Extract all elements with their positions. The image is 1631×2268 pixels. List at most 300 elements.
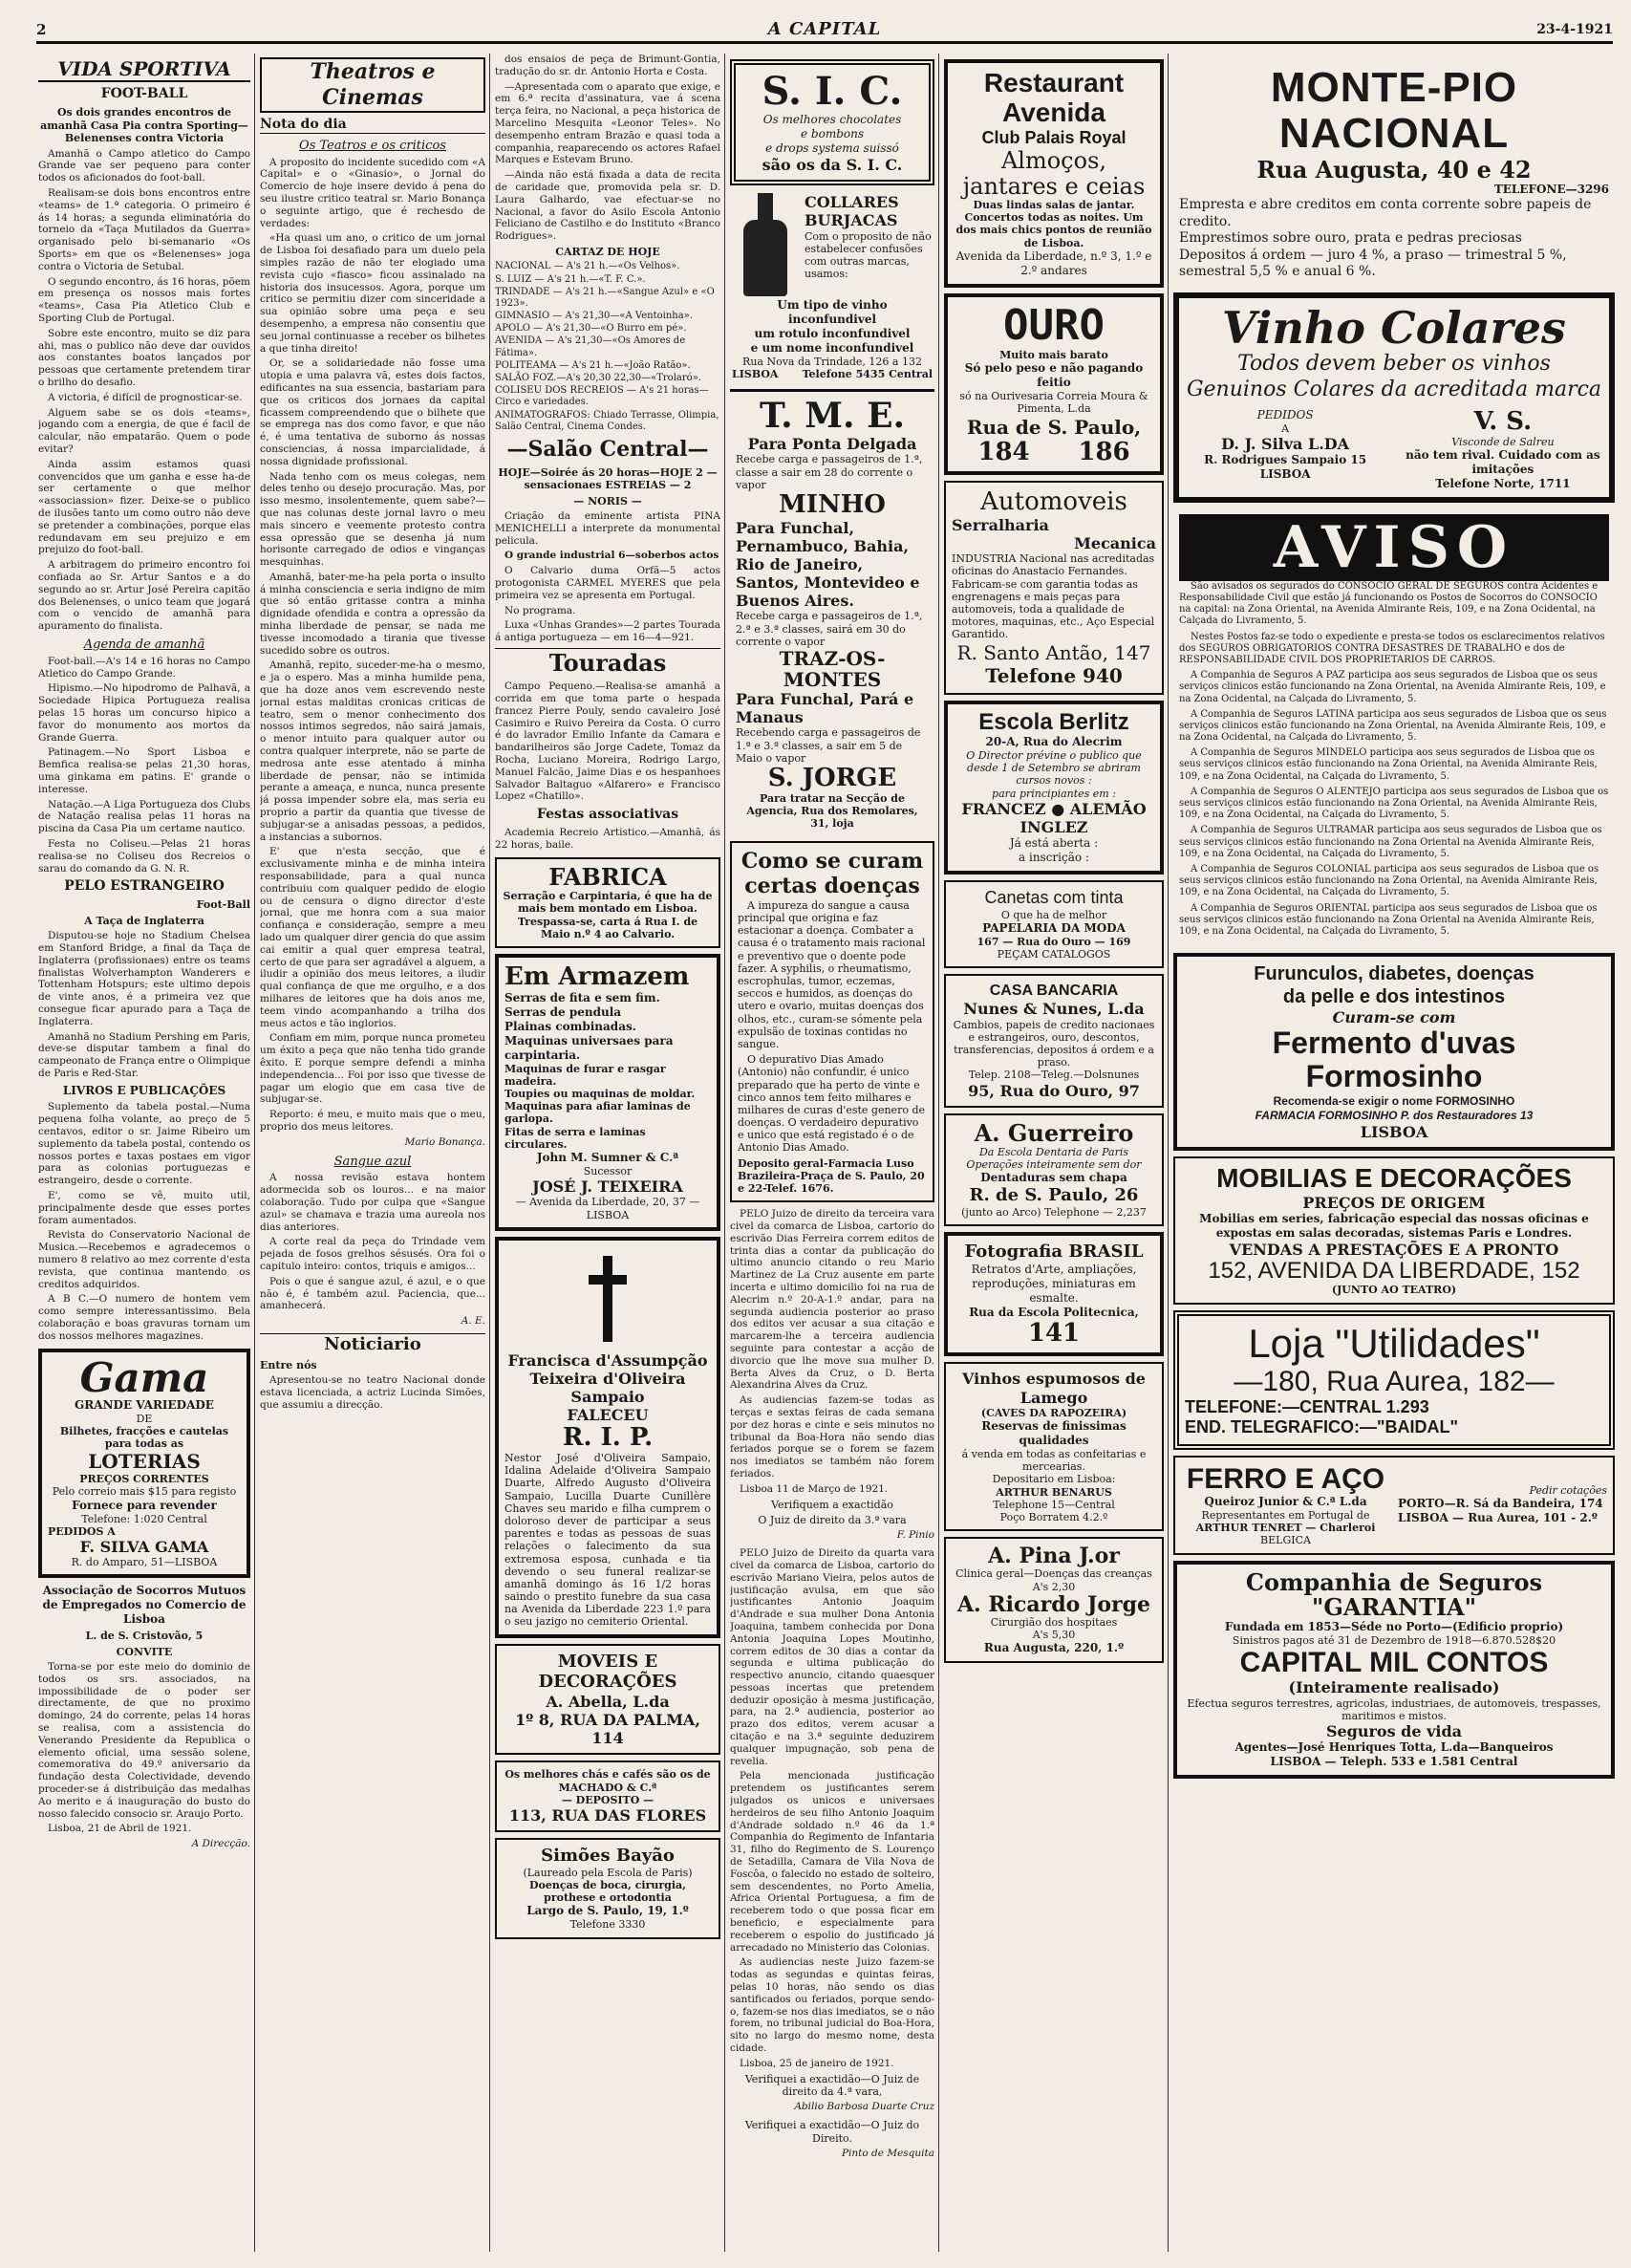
paragraph: «Ha quasi um ano, o critico de um jornal de Lisboa foi desafiado para um duelo pela simples razão de não ter elogiado uma revista cujo «fiasco» ficou assinalado na historia dos insucessos. Agora, porque um critico se permitiu dizer com sinceridade a sua opinião sobre uma peça e seu desempenho, a empresa não consentiu que seu jornal continuasse a receber os bilhetes a que tinha direito! — [260, 232, 485, 355]
ad-line: Poço Borratem 4.2.º — [999, 1510, 1108, 1523]
ad-title: Restaurant Avenida — [983, 68, 1125, 127]
ad-line: O Director prévine o publico que desde 1 de Setembro se abriram cursos novos : — [966, 748, 1142, 788]
ad-title: S. I. C. — [762, 69, 903, 114]
cartaz-item: COLISEU DOS RECREIOS — A's 21 horas—Circo e variedades. — [495, 385, 709, 408]
paragraph: Alguem sabe se os dois «teams», jogando com a energia, de que é facil de calcular, não empatarão. Quem o pode evitar? — [38, 406, 250, 456]
ad-line: Representantes em Portugal de — [1201, 1508, 1370, 1522]
ad-line: Duas lindas salas de jantar. Concertos todas as noites. Um dos mais chics pontos de reunião de Lisboa. — [955, 198, 1152, 249]
section-title: Theatros e Cinemas — [260, 57, 485, 113]
ad-title: A. Guerreiro — [974, 1118, 1134, 1147]
utilidades-ad — [1173, 1310, 1615, 1450]
ad-title: FERRO E AÇO — [1186, 1462, 1385, 1495]
ad-line: Efectua seguros terrestres, agricolas, industriaes, de automoveis, trespasses, maritimos e mistos. — [1187, 1696, 1601, 1722]
ad-line: Sucessor — [583, 1164, 633, 1177]
ad-line: —180, Rua Aurea, 182— — [1234, 1365, 1555, 1397]
gama-logo: Gama — [79, 1353, 209, 1401]
column-rule — [938, 54, 939, 2252]
ad-line: Cirurgião dos hospitaes — [990, 1615, 1118, 1629]
ad-title: A. Pina J.or — [988, 1544, 1120, 1569]
newspaper-name: A CAPITAL — [767, 19, 882, 39]
ad-line: Agentes—José Henriques Totta, L.da—Banqueiros — [1234, 1740, 1554, 1755]
article-subtitle: Os dois grandes encontros de amanhã Casa Pia contra Sporting—Belenenses contra Victoria — [40, 106, 248, 145]
column-ads-3 — [1173, 54, 1615, 2261]
ad-line: Telefone: 1:020 Central — [81, 1512, 207, 1525]
article-subtitle: L. de S. Cristovão, 5 — [85, 1630, 204, 1643]
ad-line: PEDIDOS A — [48, 1524, 116, 1538]
paragraph: Campo Pequeno.—Realisa-se amanhã a corrida em que toma parte o hespada francez Pierre Pouly, sendo cavaleiro José Casimiro e Ruivo Pereira da Costa. O curro é do lavrador Emilio Infante da Camara e bandarilheiros são Jorge Cadete, Tomaz da Rocha, Luciano Moreira, Rodrigo Largo, Manuel Falcão, Jaime Dias e os hespanhoes Salvador Baltaguo «Alfarero» e Francisco Lopez «Chatillo». — [495, 680, 720, 803]
machado-ad — [495, 1760, 720, 1832]
ad-line: TELEFONE:—CENTRAL 1.293 — [1185, 1396, 1429, 1416]
paragraph: Lisboa 11 de Março de 1921. — [740, 1482, 889, 1495]
article-title: PELO ESTRANGEIRO — [64, 878, 225, 895]
paragraph: As audiencias neste Juizo fazem-se todas as segundas e quintas feiras, pelas 10 horas, não sendo os dias santificados ou feriados, porque sendo-o, fazem-se nos dias imediatos, se o não forem, no tribunal judicial do Boa-Hora, sito no largo do mesmo nome, desta cidade. — [730, 1956, 934, 2054]
colares-burjacas-ad — [730, 191, 934, 382]
festas-title: Festas associativas — [536, 807, 679, 823]
ad-line: á venda em todas as confeitarias e mercearias. — [961, 1448, 1147, 1474]
wine-bottle-icon — [732, 193, 799, 298]
article-title: LIVROS E PUBLICAÇÕES — [62, 1083, 226, 1097]
ad-line: e um nome inconfundivel — [750, 341, 914, 356]
paragraph: Natação.—A Liga Portugueza dos Clubs de Natação realisa pelas 11 horas na piscina da Casa Pia um certame nautico. — [38, 798, 250, 835]
paragraph: Reporto: é meu, e muito mais que o meu, proprio dos meus leitores. — [260, 1109, 485, 1133]
ad-line: Para Funchal, Pernambuco, Bahia, Rio de Janeiro, Santos, Montevideo e Buenos Aires. — [736, 518, 920, 611]
ad-line: Para Funchal, Pará e Manaus — [736, 690, 914, 727]
paragraph: São avisados os segurados do CONSOCIO GERAL DE SEGUROS contra Acidentes e Responsabilidade Civil que estão já funcionando os Postos de Socorros do CONSOCIO na capital: na Zona Oriental, na Avenida Almirante Reis, 109, e na Zona Ocidental, na Calçada do Livramento, 5. — [1179, 580, 1599, 627]
paragraph: Or, se a solidariedade não fosse uma utopia e uma palavra vã, estes dois factos, edificantes na sua essencia, bastariam para que os criticos dos jornaes da capital ficassem compreendendo que o bilhete que se emprega nas dos como favor, e que não é, é uma tentativa de suborno ás nossas consciencias, á nossa imparcialidade, á nossa dignidade profissional. — [260, 357, 485, 467]
paragraph: Pois o que é sangue azul, é azul, e o que não é, é também azul. Paciencia, que... amanhecerá. — [260, 1275, 485, 1312]
canetas-ad — [944, 880, 1164, 968]
paragraph: Sobre este encontro, muito se diz para ahi, mas o publico não deve dar ouvidos aos constantes boatos lançados por pessoas que certamente pretendem tirar o brilho do desafio. — [38, 327, 250, 389]
fabrica-ad — [495, 857, 720, 948]
cartaz-title: CARTAZ DE HOJE — [555, 245, 660, 258]
ad-line: Pelo correio mais $15 para registo — [52, 1485, 237, 1499]
obit-rip: R. I. P. — [562, 1423, 654, 1453]
ad-line: Furunculos, diabetes, doenças — [1254, 963, 1534, 985]
ad-line: Pedir cotações — [1529, 1484, 1607, 1498]
ad-line: Retratos d'Arte, ampliações, reproduções, miniaturas em esmalte. — [971, 1262, 1137, 1305]
article-subtitle: A Taça de Inglaterra — [84, 914, 204, 927]
ad-line: Fundada em 1853—Séde no Porto—(Edificio proprio) — [1224, 1620, 1564, 1634]
edital-line: Verifiquei a exactidão—O Juiz do Direito. — [744, 2119, 920, 2145]
ad-title: MOBILIAS E DECORAÇÕES — [1216, 1162, 1572, 1193]
ad-line: para principiantes em : — [992, 787, 1116, 800]
cartaz-item: POLITEAMA — A's 21 h.—«João Ratão». — [495, 359, 691, 371]
mobilias-ad — [1173, 1156, 1615, 1305]
ad-line: 152, AVENIDA DA LIBERDADE, 152 — [1208, 1258, 1580, 1284]
paragraph: A Companhia de Seguros O ALENTEJO participa aos seus segurados de Lisboa que os seus serviços clinicos estão funcionando na Zona Oriental, na Avenida Almirante Reis, 109, e na Zona Ocidental, na Calçada do Livramento, 5. — [1179, 786, 1609, 821]
paragraph: Lisboa, 25 de janeiro de 1921. — [740, 2057, 894, 2069]
ad-title: CASA BANCARIA — [989, 983, 1119, 1000]
ad-title: A. Ricardo Jorge — [956, 1591, 1151, 1617]
page-number: 2 — [36, 21, 47, 38]
ad-line: JOSÉ J. TEIXEIRA — [532, 1177, 683, 1197]
edital-line: Verifiquem a exactidão — [771, 1498, 893, 1511]
paragraph: Criação da eminente artista PINA MENICHELLI a interprete da monumental pelicula. — [495, 510, 720, 547]
signature: A. E. — [461, 1315, 485, 1328]
sic-ad — [730, 59, 934, 185]
ad-line: FARMACIA FORMOSINHO P. dos Restauradores 13 — [1255, 1108, 1534, 1122]
gama-lottery-ad — [38, 1349, 250, 1579]
issue-date: 23-4-1921 — [1536, 22, 1613, 37]
paragraph: dos ensaios de peça de Brimunt-Gontia, tradução do sr. dr. Antonio Horta e Costa. — [495, 54, 720, 77]
article-title: Nota do dia — [260, 117, 485, 134]
ad-line: Avenida da Liberdade, n.º 3, 1.º e 2.º andares — [955, 248, 1152, 277]
paragraph: Pela mencionada justificação pretendem os justificantes serem julgados os unicos e universaes herdeiros de seu filho Antonio Joaquim d'Andrade soldado n.º 46 da 1.ª Companhia do Regimento de Infantaria 31, filho do Regimento de S. Lourenço de Setadilla, Camara de Vila Nova de Foscôa, o falecido no estado de solteiro, sem descendentes, no Porto Amelia, Africa Oriental Portuguesa, a fim de receberem todo o que possa ficar em beneficio, e especialmente para receberem o espolio do justificado já arrecadado no Ministerio das Colonias. — [730, 1770, 934, 1954]
ad-line: (CAVES DA RAPOZEIRA) — [980, 1406, 1127, 1419]
cartaz-item: SALÃO FOZ.—A's 20,30 22,30—«Trolaró». — [495, 373, 701, 384]
ad-line: e bombons — [801, 127, 864, 140]
ad-line: BELGICA — [1260, 1534, 1311, 1547]
paragraph: Disputou-se hoje no Stadium Chelsea em Stanford Bridge, a final da Taça de Inglaterra (profissionaes) entre os teams finalistas Wolverhampton Wanderers e Tottenham Hotspurs; este ultimo depois de vinte anos, é a primeira vez que consegue ficar apurado para a Taça de Inglaterra. — [38, 930, 250, 1027]
ad-line: Maquinas de furar e rasgar madeira. — [504, 1062, 666, 1088]
ad-line: Toupies ou maquinas de moldar. — [504, 1088, 696, 1101]
paragraph: —Apresentada com o aparato que exige, e em 6.ª recita d'assinatura, vae á scena terça feira, no Nacional, a peça historica de Marcelino Mesquita «Leonor Teles». No desempenho entram Brazão e quasi toda a companhia, reaparecendo os actores Rafael Marques e Estevam Bruno. — [495, 80, 720, 166]
paragraph: Nada tenho com os meus colegas, nem deles tenho ou desejo procuração. Mas, por isso mesmo, insolentemente, quem sabe?—que nas colunas deste jornal lavro o meu mais sincero e veemente protesto contra essa opressão que se desenha já num horisonte carregado de odios e vinganças mesquinhas. — [260, 470, 485, 569]
paragraph: A proposito do incidente sucedido com «A Capital» e o «Ginasio», o Jornal do Comercio de hoje insere devido á pena do seu ilustre critico teatral sr. Mario Bonança o seguinte artigo, que é rechesdo de verdades: — [260, 156, 485, 229]
pina-ricardo-ad — [944, 1537, 1164, 1663]
ad-line: TELEFONE—3296 — [1493, 183, 1609, 197]
ad-line: Recomenda-se exigir o nome FORMOSINHO — [1273, 1093, 1515, 1108]
paragraph: —Ainda não está fixada a data de recita de caridade que, promovida pela sr. D. Laura Galhardo, vae efectuar-se no Nacional, a favor do Asilo Escola Antonio Feliciano de Castilho e do Instituto «Branco Rodrigues». — [495, 169, 720, 243]
cartaz-item: NACIONAL — A's 21 h.—«Os Velhos». — [495, 261, 680, 272]
paragraph: A Companhia de Seguros ORIENTAL participa aos seus segurados de Lisboa que os seus serviços clinicos estão funcionando na Zona Oriental na Avenida Almirante Reis, 109, e na Zona Ocidental, na Calçada do Livramento, 5. — [1179, 902, 1598, 937]
column-cartaz — [495, 54, 720, 2261]
salao-noris: — NORIS — — [573, 494, 642, 508]
article-title: Noticiario — [260, 1333, 485, 1355]
ad-line: 184 — [977, 437, 1030, 466]
column-ads-2 — [944, 54, 1164, 2261]
paragraph: Revista do Conservatorio Nacional de Musica.—Recebemos e agradecemos o numero 8 relativo ao mez corrente d'esta revista, que continua mantendo os creditos adquiridos. — [38, 1229, 250, 1290]
restaurant-avenida-ad — [944, 59, 1164, 288]
ferro-aco-ad — [1173, 1456, 1615, 1555]
paragraph: Amanhã, repito, suceder-me-ha o mesmo, e ja o espero. Mas a minha humilde pena, que ha doze anos vem escrevendo neste jornal estas malditas cronicas criticas de teatro, sem o menor conhecimento dos nossos intimos segredos, não sairá jamais, o menor intuito para qualquer autor ou contra qualquer interprete, não se parte de medrosa ante esse atentado á minha liberdade de pensar, não se intimida perante a ameaça, e nunca, nunca presente já possa impender sobre ela, mas seria eu proprio a partir da quantia que tivesse de subjugar-se a anisadas pessoas, a pedidos, a instancias a subornos. — [260, 659, 485, 843]
cartaz-item: S. LUIZ — A's 21 h.—«T. F. C.». — [495, 273, 646, 285]
ad-line: F. SILVA GAMA — [79, 1537, 209, 1556]
article-subtitle: Os Teatros e os criticos — [299, 138, 446, 153]
paragraph: Ainda assim estamos quasi convencidos que um ganha e esse ha-de ser certamente o que melhor «associassion» fizer. Deixe-se o publico de ilusões tanto um como outro não deve se pretender a combinações, porque elas redundavam em seu prejuizo e em prejuizo do foot-ball. — [38, 458, 250, 556]
ad-line: e drops systema suissó — [765, 141, 899, 155]
ad-line: Maquinas universaes para carpintaria. — [504, 1033, 674, 1062]
ad-line: A's 2,30 — [1032, 1580, 1076, 1593]
ad-line: Fitas de serra e laminas circulares. — [504, 1125, 646, 1151]
ad-line: Rua de S. Paulo, — [966, 415, 1142, 439]
ad-line: 113, RUA DAS FLORES — [508, 1805, 707, 1825]
ad-title: Fotografia BRASIL — [964, 1242, 1144, 1263]
ad-line: Telefone 3330 — [569, 1918, 646, 1932]
moveis-ad — [495, 1644, 720, 1756]
ad-line: A — [1281, 422, 1290, 436]
ad-line: Rua Augusta, 220, 1.º — [983, 1641, 1125, 1655]
armazem-ad — [495, 954, 720, 1231]
paragraph: O Calvario duma Orfã—5 actos protogonista CARMEL MYERES que pela primeira vez se apresenta em Portugal. — [495, 565, 720, 601]
formosinho-ad — [1173, 953, 1615, 1151]
curam-ad — [730, 841, 934, 1202]
ad-line: Recebe carga e passageiros de 1.ª, classe a sair em 28 do corrente o vapor — [736, 453, 923, 491]
paragraph: PELO Juizo de direito da terceira vara civel da comarca de Lisboa, cartorio do escrivão Dias Ferreira correm editos de trinta dias a contar da publicação do ultimo anuncio citando o reu Mario Martinez de La Cruz ausente em parte incerta e ultimo domicilio foi na rua de Alecrim n.º 20-A-1.º andar, para na segunda audiencia posterior ao praso dos editos ver acusar a sua citação e marcarem-lhe a terceira audiencia seguinte para contestar a acção de divorcio que lhe move sua mulher D. Berta Alves da Cruz, o D. Berta Alexandrina Alves da Cruz. — [730, 1208, 934, 1392]
ad-line: Maquinas para afiar laminas de garlopa. — [504, 1100, 691, 1126]
ad-line: Um tipo de vinho inconfundivel — [777, 298, 888, 327]
paragraph: A Companhia de Seguros MINDELO participa aos seus segurados de Lisboa que os seus serviços clinicos estão funcionando na Zona Oriental, na Avenida Almirante Reis, 109, e na Zona Ocidental, na Calçada do Livramento, 5. — [1179, 747, 1598, 782]
edital-line: O Juiz de direito da 3.ª vara — [758, 1513, 907, 1526]
ad-line: Os melhores chás e cafés são os de MACHADO & C.ª — [504, 1768, 711, 1794]
paragraph: Nestes Postos faz-se todo o expediente e presta-se todos os esclarecimentos relativos dos SEGUROS OBRIGATORIOS CONTRA DESASTRES DE TRABALHO e dos de RESPONSABILIDADE CIVIL DOS PROPRIETARIOS DE CARROS. — [1179, 631, 1605, 665]
article-subtitle: Entre nós — [260, 1358, 317, 1372]
ad-title: Fermento d'uvas Formosinho — [1272, 1026, 1516, 1094]
obituary-notice — [495, 1237, 720, 1638]
article-subtitle: CONVITE — [116, 1645, 173, 1658]
ad-line: V. S. — [1473, 407, 1533, 437]
agenda-title: Agenda de amanhã — [83, 637, 205, 652]
ad-line: Rua Augusta, 40 e 42 — [1256, 155, 1532, 184]
ad-line: Seguros de vida — [1325, 1722, 1463, 1741]
tme-shipping-ad — [730, 389, 934, 836]
ad-title: Simões Bayão — [541, 1846, 675, 1867]
ship-name: S. JORGE — [767, 763, 897, 792]
paragraph: A nossa revisão estava hontem adormecida sob os louros... e na maior colaboração. Tudo por culpa que «Sangue azul» se chamava e trazia uma aureola nos dias anteriores. — [260, 1172, 485, 1233]
ad-line: CAPITAL MIL CONTOS — [1239, 1647, 1549, 1679]
salao-title: —Salão Central— — [506, 436, 709, 462]
ad-line: Queiroz Junior & C.ª L.da — [1204, 1494, 1367, 1508]
paragraph: A victoria, é difícil de prognosticar-se. — [48, 391, 243, 403]
ad-line: Empresta e abre creditos em conta corrente sobre papeis de credito. — [1179, 197, 1592, 229]
ad-title: Escola Berlitz — [978, 708, 1129, 735]
ad-line: Depositario em Lisboa: — [992, 1473, 1116, 1486]
ad-title: Vinhos espumosos de Lamego — [962, 1370, 1146, 1407]
paragraph: Amanhã o Campo atletico do Campo Grande vae ser pequeno para conter todos os aficionados do foot-ball. — [38, 147, 250, 184]
ad-line: PEÇAM CATALOGOS — [997, 948, 1111, 961]
touradas-title: Touradas — [495, 648, 720, 677]
ad-line: John M. Sumner & C.ª — [536, 1150, 679, 1164]
ad-line: (JUNTO AO TEATRO) — [1331, 1284, 1457, 1297]
column-ads-1 — [730, 54, 934, 2261]
ad-title: Como se curam certas doenças — [740, 849, 924, 899]
column-rule — [724, 54, 725, 2252]
ad-line: END. TELEGRAFICO:—"BAIDAL" — [1185, 1417, 1459, 1437]
paragraph: Lisboa, 21 de Abril de 1921. — [48, 1823, 192, 1835]
ad-line: Clinica geral—Doenças das creanças — [955, 1567, 1152, 1581]
ad-line: Rua Nova da Trindade, 126 a 132 — [742, 356, 922, 369]
ad-line: Operações inteiramente sem dor — [966, 1158, 1142, 1172]
ad-line: Doenças de boca, cirurgia, prothese e ortodontia — [528, 1878, 687, 1905]
vinho-colares-ad — [1173, 292, 1615, 503]
ad-line: Os melhores chocolates — [762, 113, 902, 126]
paragraph: Suplemento da tabela postal.—Numa pequena folha volante, ao preço de 5 centavos, editor o sr. Jaime Ribeiro um suplemento da tabela postal, contendo os nossos portes e taxas postaes em vigor para as colonias portuguezas e estrangeiro, desde o corrente. — [38, 1101, 250, 1187]
ad-line: Serras de pendula — [504, 1004, 622, 1019]
ad-line: Bilhetes, fracções e cautelas para todas as — [59, 1424, 229, 1450]
ad-line: Serralharia — [952, 515, 1049, 534]
garantia-ad — [1173, 1561, 1615, 1780]
column-rule — [489, 54, 490, 2252]
ad-line: Telefone 5435 Central — [802, 368, 933, 381]
ad-line: Emprestimos sobre ouro, prata e pedras preciosas — [1179, 230, 1522, 247]
aviso-notice — [1173, 508, 1615, 947]
signature: F. Pinio — [896, 1529, 934, 1542]
ad-line: (junto ao Arco) Telephone — 2,237 — [961, 1206, 1147, 1220]
ad-line: — Avenida da Liberdade, 20, 37 — LISBOA — [515, 1196, 700, 1221]
ad-line: R. Santo Antão, 147 — [956, 640, 1151, 664]
ad-line: LISBOA — [1259, 467, 1311, 482]
article-title: Sangue azul — [333, 1154, 412, 1169]
ad-line: PAPELARIA DA MODA — [982, 920, 1126, 935]
ship-name: TRAZ-OS-MONTES — [779, 647, 886, 691]
ad-line: 20-A, Rua do Alecrim — [985, 734, 1123, 748]
ad-title: Em Armazem — [504, 962, 690, 992]
paragraph: Festa no Coliseu.—Pelas 21 horas realisa-se no Coliseu dos Recreios o sarau do comando da G. N. R. — [38, 837, 250, 875]
ad-line: Telep. 2108—Teleg.—Dolsnunes — [968, 1069, 1140, 1082]
paragraph: A Companhia de Seguros LATINA participa aos seus segurados de Lisboa que os seus serviços clinicos estão funcionando na Zona Oriental, na Avenida Almirante Reis, 109, e na Zona Ocidental, na Calçada do Livramento, 5. — [1179, 708, 1607, 744]
signature: Abilio Barbosa Duarte Cruz — [794, 2101, 934, 2113]
ad-title: MONTE-PIO NACIONAL — [1270, 64, 1518, 158]
cartaz-item: GIMNASIO — A's 21,30—«A Ventoinha». — [495, 311, 693, 322]
ad-line: Para tratar na Secção de Agencia, Rua dos Remolares, 31, loja — [746, 791, 918, 830]
ad-line: Dentaduras sem chapa — [980, 1171, 1127, 1185]
ad-title: Companhia de Seguros "GARANTIA" — [1245, 1567, 1543, 1621]
ad-line: Recebendo carga e passageiros de 1.ª e 3.ª classes, a sair em 5 de Maio o vapor — [736, 726, 921, 765]
ad-line: VENDAS A PRESTAÇÕES E A PRONTO — [1229, 1240, 1559, 1259]
ad-line: — DEPOSITO — — [561, 1793, 655, 1806]
paragraph: O grande industrial 6—soberbos actos — [504, 550, 719, 562]
ad-title: Automoveis — [980, 487, 1127, 517]
ad-line: são os da S. I. C. — [762, 156, 903, 174]
ad-line: Recebe carga e passageiros de 1.ª, 2.ª e 3.ª classes, sairá em 30 do corrente o vapor — [736, 610, 923, 648]
ad-line: Todos devem beber os vinhos Genuinos Colares da acreditada marca — [1186, 352, 1602, 401]
ad-line: LISBOA — [732, 368, 779, 381]
paragraph: E', como se vê, muito util, principalmente desde que esses portes foram aumentados. — [38, 1190, 250, 1226]
ad-line: LISBOA — [1360, 1122, 1428, 1141]
ad-line: Com o proposito de não estabelecer confusões com outras marcas, usamos: — [805, 229, 932, 281]
article-subtitle: Foot-Ball — [196, 898, 250, 912]
column-rule — [1168, 54, 1169, 2252]
ad-line: LOTERIAS — [88, 1450, 201, 1474]
paragraph: Luxa «Unhas Grandes»—2 partes Tourada á antiga portugueza — em 16—4—921. — [495, 619, 720, 644]
ad-line: Da Escola Dentaria de Paris — [978, 1146, 1129, 1159]
ad-line: Serração e Carpintaria, é que ha de mais bem montado em Lisboa. Trespassa-se, carta á Rua I. de Maio n.º 4 ao Calvario. — [503, 890, 713, 940]
ad-line: A's 5,30 — [1032, 1629, 1076, 1642]
ad-title: OURO — [1003, 300, 1105, 350]
ad-line: Já está aberta : — [1009, 836, 1099, 851]
paragraph: Apresentou-se no teatro Nacional donde estava licenciada, a actriz Lucinda Simões, que assumiu a direcção. — [260, 1374, 485, 1411]
ad-line: Fornece para revender — [72, 1498, 217, 1512]
ad-line: 186 — [1078, 437, 1130, 466]
paragraph: As audiencias fazem-se todas as terças e sextas feiras de cada semana por dez horas e cinte e seis minutos no tribunal da Boa-Hora não sendo dias feriados porque se o forem se fazem nos imediatos se também não forem feriados. — [730, 1394, 934, 1480]
ad-title: Loja "Utilidades" — [1248, 1320, 1540, 1366]
ad-title: Vinho Colares — [1222, 301, 1566, 354]
ad-line: Almoços, jantares e ceias — [962, 147, 1146, 200]
ship-name: MINHO — [779, 489, 886, 519]
paragraph: Confiam em mim, porque nunca prometeu um éxito a peça que não tenha tido grande êxito. E porque sempre defendi a minha independencia... Foi por isso que tivesse de pagar um elogio que em casa tive de subjugar-se. — [260, 1032, 485, 1106]
ad-line: Nunes & Nunes, L.da — [963, 1000, 1145, 1019]
paragraph: Amanhã, bater-me-ha pela porta o insulto á minha consciencia e seria indigno de mim que só então gritasse contra a minha dignidade ofendida e contra a opressão da minha liberdade de pensar, se nada me tivesse incomodado a tirania que tivesse sucedido sobre os outros. — [260, 571, 485, 657]
article-title: FOOT-BALL — [100, 86, 188, 102]
obit-text: Nestor José d'Oliveira Sampaio, Idalina Adelaide d'Oliveira Sampaio Duarte, Alfredo Augusto d'Oliveira Sampaio, Lucilla Duarte Cunillère Chaves seu marido e filha cumprem o doloroso dever de participar a seus parentes e todas as pessoas de suas relações o falecimento da sua extremosa esposa, cunhada e tia devendo o seu funeral realizar-se amanhã domingo ás 16 1/2 horas saindo o prestito funebre da sua casa na Avenida da Liberdade 223 1.º para o seu jazigo no cemiterio Oriental. — [504, 1452, 711, 1629]
ad-title: MOVEIS E DECORAÇÕES — [538, 1651, 677, 1693]
ad-line: Depositos á ordem — juro 4 %, a praso — trimestral 5 %, semestral 5,5 % e anual 6 %. — [1179, 247, 1567, 280]
ad-line: Fabricam-se com garantia todas as engrenagens e mais peças para automoveis, toda a qualidade de motores, maquinas, etc., Aço Especial Garantido. — [952, 577, 1155, 641]
ad-title: FABRICA — [548, 862, 667, 891]
ad-line: Telefone Norte, 1711 — [1435, 476, 1571, 490]
ad-title: COLLARES BURJACAS — [805, 193, 899, 230]
ad-line: (Inteiramente realisado) — [1288, 1678, 1500, 1697]
ad-line: INDUSTRIA Nacional nas acreditadas oficinas do Anastacio Fernandes. — [952, 552, 1155, 578]
guerreiro-ad — [944, 1113, 1164, 1227]
paragraph: A impureza do sangue a causa principal que origina e faz estacionar a doença. Combater a causa é o tratamento mais racional e preventivo que o doente pode fazer. A syphilis, o rheumatismo, escrophulas, tumor, eczemas, seccos e humidos, as doenças do utero e ovario, muitas doenças dos olhos, etc., curam-se sómente pela expulsão de toxinas contidas no sangue. — [738, 898, 926, 1050]
fotografia-brasil-ad — [944, 1232, 1164, 1356]
edital-line: Verifiquei a exactidão—O Juiz de direito da 4.ª vara, — [744, 2072, 920, 2098]
ad-line: D. J. Silva L.DA — [1221, 435, 1350, 454]
ad-line: PORTO—R. Sá da Bandeira, 174 — [1398, 1497, 1603, 1511]
ad-line: só na Ourivesaria Correia Moura & Pimenta, L.da — [959, 390, 1148, 416]
ad-line: Serras de fita e sem fim. — [504, 990, 660, 1004]
ad-line: a inscrição : — [1019, 851, 1089, 865]
ad-line: ARTHUR BENARUS — [996, 1485, 1112, 1499]
berlitz-ad — [944, 701, 1164, 875]
lamego-ad — [944, 1362, 1164, 1531]
ad-line: Deposito geral-Farmacia Luso Brazileira-Praça de S. Paulo, 20 e 22-Telef. 1676. — [738, 1156, 925, 1195]
obit-name: Francisca d'Assumpção Teixeira d'Oliveira Sampaio — [507, 1350, 708, 1407]
ad-line: Curam-se com — [1332, 1008, 1456, 1027]
signature: Mario Bonança. — [404, 1135, 485, 1148]
ad-line: PREÇOS CORRENTES — [79, 1473, 209, 1486]
cartaz-item: APOLO — A's 21,30—«O Burro em pé». — [495, 323, 687, 335]
paragraph: Foot-ball.—A's 14 e 16 horas no Campo Atletico do Campo Grande. — [38, 655, 250, 680]
paragraph: E' que n'esta secção, que é exclusivamente minha e de minha inteira responsabilidade, para a qual nunca contribuiu com qualquer pedido de elogio ou de censura o digno director d'este jornal, que me honra com a sua maior confiança e consideração, sempre a meu lado um qualquer direr gencia do que assim cai emitir a qual quer empresa teatral, certo de que para ser agradável a alguem, a iludir a opinião dos meus leitores, a iludir qual confiança de que me orgulho, e a dos milhares de leitores que ha dois anos me, teem vindo acompanhando a trilha dos meus actos e tão inglorios. — [260, 846, 485, 1029]
obit-line: FALECEU — [567, 1406, 649, 1425]
ad-line: não tem rival. Cuidado com as imitações — [1406, 447, 1600, 476]
paragraph: A Companhia de Seguros COLONIAL participa aos seus segurados de Lisboa que os seus serviços clinicos estão funcionando na Zona Oriental, na Avenida Almirante Reis, 109, e na Zona Ocidental, na Calçada do Livramento, 5. — [1179, 863, 1599, 898]
ad-line: Muito mais barato — [999, 349, 1108, 362]
ad-line: 95, Rua do Ouro, 97 — [968, 1081, 1140, 1100]
column-rule — [254, 54, 255, 2252]
ad-line: Mecanica — [1074, 534, 1156, 553]
paragraph: A arbitragem do primeiro encontro foi confiada ao Sr. Artur Santos e a do segundo ao sr. Artur José Pereira capitão dos Belenenses, o unico team que jogará com o vencido de amanhã para apuramento do finalista. — [38, 559, 250, 633]
paragraph: PELO Juizo de Direito da quarta vara civel da comarca de Lisboa, cartorio do escrivão Mariano Vieira, pelos autos de justificação avulsa, em que são justificantes Antonio Joaquim d'Andrade e sua mulher Dona Antonia Joaquina, tambem conhecida por Dona Antonia Joaquina Lopes Moutinho, correm editos de 30 dias a contar da segunda e ultima publicação do respectivo anuncio, citando quaesquer pessoas incertas que pretendem deduzir oposição à mesma justificação, para, na 2.ª audiencia, posterior ao prazo dos editos, verem acusar a citação e na 3.ª seguinte deduzirem qualquer impugnação, sob pena de revelia. — [730, 1547, 934, 1767]
ad-line: Plainas combinadas. — [504, 1019, 636, 1033]
article-title: Associação de Socorros Mutuos de Empregados no Comercio de Lisboa — [42, 1584, 247, 1626]
simoes-ad — [495, 1838, 720, 1938]
ad-line: um rotulo inconfundivel — [754, 327, 911, 341]
paragraph: O segundo encontro, ás 16 horas, põem em presença os nossos mais fortes «teams», Casa Pia Atletico Club e Sporting Club de Portugal. — [38, 275, 250, 325]
ad-line: PREÇOS DE ORIGEM — [1302, 1193, 1486, 1212]
ad-line: DE — [136, 1412, 153, 1425]
ad-line: R. do Amparo, 51—LISBOA — [71, 1556, 218, 1569]
cartaz-item: TRINDADE — A's 21 h.—«Sangue Azul» e «O 1923». — [495, 286, 715, 309]
paragraph: Amanhã no Stadium Pershing em Paris, deve-se disputar tambem a final do campeonato de França entre o Olimpique de Paris e Red-Star. — [38, 1030, 250, 1080]
ad-line: Largo de S. Paulo, 19, 1.º — [526, 1904, 689, 1918]
ad-line: Reservas de finissimas qualidades — [981, 1419, 1127, 1448]
cartaz-item: ANIMATOGRAFOS: Chiado Terrasse, Olimpia, Salão Central, Cinema Condes. — [495, 409, 719, 432]
ad-line: da pelle e dos intestinos — [1282, 986, 1506, 1008]
salao-line: HOJE—Soirée ás 20 horas—HOJE 2 — sensacionaes ESTREIAS — 2 — [498, 465, 718, 492]
ad-line: R. Rodrigues Sampaio 15 — [1204, 453, 1367, 467]
montepio-ad — [1173, 59, 1615, 287]
paragraph: Patinagem.—No Sport Lisboa e Bemfica realisa-se pelas 21,30 horas, uma ginkama em patins. E' grande o interesse. — [38, 746, 250, 795]
ad-line: PEDIDOS — [1256, 408, 1314, 422]
paragraph: Realisam-se dois bons encontros entre «teams» de 1.ª categoria. O primeiro é ás 14 horas; a segunda eliminatória do torneio da «Taça Mutilados da Guerra» organisado pelo bi-semanario «Os Sports» em que os «Belenenses» joga contra o Victoria de Setubal. — [38, 187, 250, 272]
paragraph: O depurativo Dias Amado (Antonio) não confundir, é unico preparado que ha perto de vinte e cinco annos tem feito milhares e milhares de curas d'este genero de doenças. O verdadeiro depurativo e unico que está registado é o de Antonio Dias Amado. — [738, 1053, 925, 1155]
ad-line: A. Abella, L.da — [546, 1692, 670, 1711]
ad-line: 1º 8, RUA DA PALMA, 114 — [515, 1711, 700, 1748]
paragraph: No programa. — [504, 604, 576, 616]
ad-line: (Laureado pela Escola de Paris) — [523, 1866, 693, 1879]
automoveis-ad — [944, 481, 1164, 694]
ad-line: R. de S. Paulo, 26 — [969, 1185, 1139, 1206]
paragraph: A Companhia de Seguros A PAZ participa aos seus segurados de Lisboa que os seus serviços clinicos estão funcionando na Zona Oriental, na Avenida Almirante Reis, 109, e na Zona Ocidental, na Calçada do Livramento, 5. — [1179, 670, 1606, 704]
cross-icon — [589, 1256, 627, 1342]
signature: A Direcção. — [191, 1838, 250, 1850]
paragraph: A corte real da peça do Trindade vem pejada de fosos grelhos sésusés. Ora foi o capitulo inteiro: contos, triquis e amigos... — [260, 1236, 485, 1272]
ad-title: T. M. E. — [759, 395, 906, 436]
ad-line: GRANDE VARIEDADE — [75, 1397, 214, 1412]
